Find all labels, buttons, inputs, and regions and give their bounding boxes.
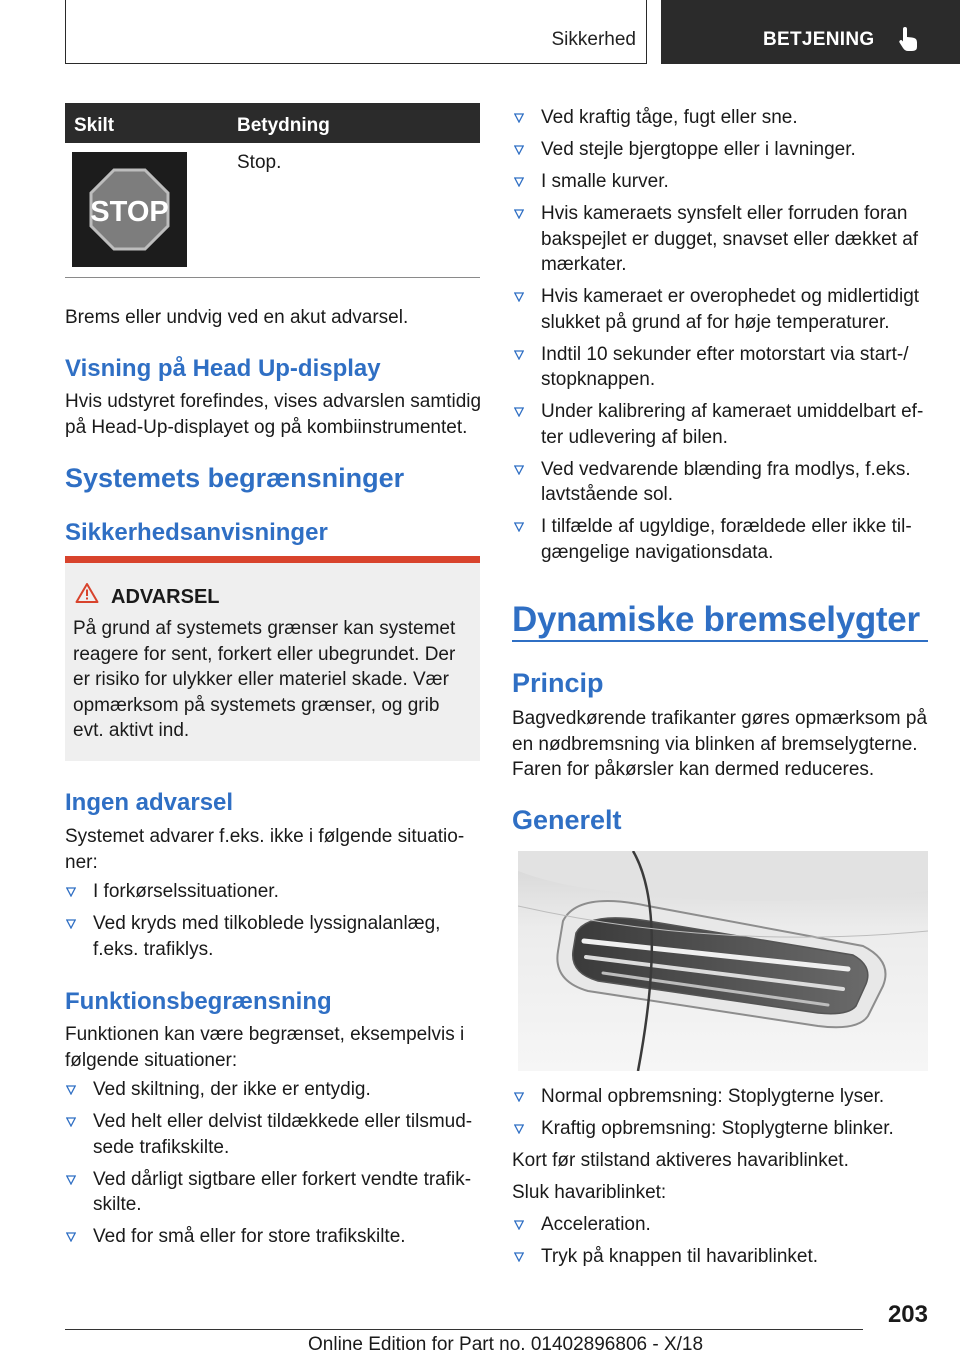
bullet-triangle-icon bbox=[514, 1124, 524, 1134]
bullet-triangle-icon bbox=[66, 919, 76, 929]
list-item bbox=[513, 1084, 931, 1110]
table-cell-meaning: Stop. bbox=[237, 152, 282, 173]
function-heading: Funktionsbegrænsning bbox=[65, 988, 332, 1015]
bullet-triangle-icon bbox=[514, 1252, 524, 1262]
bullet-triangle-icon bbox=[514, 177, 524, 187]
hazard-off-label: Sluk havariblinket: bbox=[512, 1182, 667, 1203]
list-item bbox=[513, 399, 931, 450]
list-item-text: Ved kryds med tilkoblede lyssignalanlæg, f.eks. trafiklys. bbox=[93, 913, 441, 960]
no-warning-heading: Ingen advarsel bbox=[65, 789, 234, 816]
list-item-text: Ved for små eller for store trafikskilte. bbox=[93, 1226, 406, 1247]
brake-behavior-list bbox=[513, 1084, 931, 1148]
list-item-text: I forkørselssituationer. bbox=[93, 881, 279, 902]
list-item bbox=[513, 1116, 931, 1142]
bullet-triangle-icon bbox=[514, 1220, 524, 1230]
bullet-triangle-icon bbox=[514, 465, 524, 475]
no-warning-text: Systemet advarer f.eks. ikke i følgende situatio-ner: bbox=[65, 826, 465, 873]
list-item-text: Tryk på knappen til havariblinket. bbox=[541, 1246, 819, 1267]
list-item-text: I tilfælde af ugyldige, forældede eller ikke til-gængelige navigationsdata. bbox=[541, 516, 912, 563]
bullet-triangle-icon bbox=[514, 145, 524, 155]
safety-heading: Sikkerhedsanvisninger bbox=[65, 519, 328, 546]
hazard-before-text: Kort før stilstand aktiveres havariblinket. bbox=[512, 1150, 849, 1171]
stop-sign-icon bbox=[72, 152, 187, 267]
stop-sign-text: STOP bbox=[90, 196, 169, 228]
tail-light-illustration bbox=[518, 851, 928, 1071]
hud-heading: Visning på Head Up-display bbox=[65, 355, 381, 382]
list-item-text: Normal opbremsning: Stoplygterne lyser. bbox=[541, 1086, 885, 1107]
list-item-text: Under kalibrering af kameraet umiddelbart ef-ter udlevering af bilen. bbox=[541, 401, 924, 448]
table-header-meaning: Betydning bbox=[237, 115, 330, 136]
bullet-triangle-icon bbox=[514, 522, 524, 532]
header-chapter-title: BETJENING bbox=[763, 29, 875, 50]
footer-edition: Online Edition for Part no. 01402896806 - X/18 bbox=[308, 1334, 704, 1355]
table-header-sign: Skilt bbox=[74, 115, 115, 136]
list-item-text: Ved stejle bjergtoppe eller i lavninger. bbox=[541, 139, 856, 160]
list-item bbox=[65, 1077, 480, 1103]
list-item bbox=[513, 169, 931, 195]
list-item-text: Ved skiltning, der ikke er entydig. bbox=[93, 1079, 371, 1100]
page-number: 203 bbox=[887, 1301, 928, 1328]
bullet-triangle-icon bbox=[514, 407, 524, 417]
bullet-triangle-icon bbox=[514, 1092, 524, 1102]
function-text: Funktionen kan være begrænset, eksempelvis i følgende situationer: bbox=[65, 1024, 465, 1071]
list-item-text: Indtil 10 sekunder efter motorstart via start-/ stopknappen. bbox=[541, 343, 909, 390]
list-item bbox=[65, 879, 480, 905]
dynamic-brake-lights-heading: Dynamiske bremselygter bbox=[512, 600, 920, 639]
stop-sign-image bbox=[72, 152, 187, 267]
general-heading: Generelt bbox=[512, 805, 622, 835]
list-item bbox=[513, 514, 931, 565]
limits-heading: Systemets begrænsninger bbox=[65, 463, 405, 493]
list-item bbox=[513, 1244, 931, 1270]
hud-text: Hvis udstyret forefindes, vises advarslen samtidig på Head-Up-displayet og på kombiinstrumentet. bbox=[65, 391, 482, 438]
list-item-text: Ved helt eller delvist tildækkede eller tilsmud-sede trafikskilte. bbox=[93, 1111, 473, 1158]
list-item bbox=[513, 105, 931, 131]
list-item bbox=[513, 284, 931, 335]
list-item bbox=[513, 1212, 931, 1238]
list-item bbox=[65, 1167, 480, 1218]
warning-box bbox=[65, 556, 480, 761]
tail-light-image bbox=[518, 851, 928, 1071]
hazard-off-list bbox=[513, 1212, 931, 1276]
bullet-triangle-icon bbox=[514, 350, 524, 360]
header-section-title: Sikkerhed bbox=[551, 29, 636, 50]
header-section-box bbox=[65, 0, 647, 64]
list-item-text: Kraftig opbremsning: Stoplygterne blinker. bbox=[541, 1118, 894, 1139]
warning-triangle-icon bbox=[75, 582, 99, 604]
list-item bbox=[65, 1224, 480, 1250]
bullet-triangle-icon bbox=[66, 1117, 76, 1127]
list-item-text: Ved vedvarende blænding fra modlys, f.eks. lavtstående sol. bbox=[541, 458, 911, 505]
pointing-hand-icon bbox=[898, 26, 920, 52]
warning-text: På grund af systemets grænser kan systemet reagere for sent, forkert eller ubegrundet. Der er risiko for ulykker eller materiel skade. Vær opmærksom på systemets grænser, og grib evt. aktivt ind. bbox=[73, 618, 456, 741]
bullet-triangle-icon bbox=[66, 1175, 76, 1185]
continued-list bbox=[513, 105, 931, 572]
table-header bbox=[65, 103, 480, 143]
list-item-text: I smalle kurver. bbox=[541, 171, 669, 192]
header-chapter-tab bbox=[661, 0, 960, 64]
heading-rule bbox=[512, 640, 928, 642]
bullet-triangle-icon bbox=[514, 113, 524, 123]
list-item bbox=[65, 1109, 480, 1160]
function-list bbox=[65, 1077, 480, 1256]
list-item bbox=[65, 911, 480, 962]
intro-text: Brems eller undvig ved en akut advarsel. bbox=[65, 307, 409, 328]
table-bottom-rule bbox=[65, 277, 480, 278]
list-item-text: Hvis kameraets synsfelt eller forruden foran bakspejlet er dugget, snavset eller dækket af mærkater. bbox=[541, 203, 919, 275]
list-item bbox=[513, 137, 931, 163]
bullet-triangle-icon bbox=[66, 1232, 76, 1242]
list-item bbox=[513, 457, 931, 508]
principle-heading: Princip bbox=[512, 668, 604, 698]
warning-title: ADVARSEL bbox=[111, 586, 220, 608]
bullet-triangle-icon bbox=[66, 887, 76, 897]
list-item-text: Acceleration. bbox=[541, 1214, 651, 1235]
principle-text: Bagvedkørende trafikanter gøres opmærksom på en nødbremsning via blinken af bremselygterne. Faren for påkørsler kan dermed reduceres. bbox=[512, 708, 928, 780]
list-item-text: Hvis kameraet er overophedet og midlertidigt slukket på grund af for høje temperaturer. bbox=[541, 286, 920, 333]
list-item bbox=[513, 342, 931, 393]
bullet-triangle-icon bbox=[514, 292, 524, 302]
bullet-triangle-icon bbox=[66, 1085, 76, 1095]
footer-rule bbox=[65, 1329, 863, 1330]
list-item-text: Ved dårligt sigtbare eller forkert vendte trafik-skilte. bbox=[93, 1168, 472, 1215]
list-item-text: Ved kraftig tåge, fugt eller sne. bbox=[541, 107, 798, 128]
bullet-triangle-icon bbox=[514, 209, 524, 219]
warning-accent-bar bbox=[65, 556, 480, 563]
list-item bbox=[513, 201, 931, 278]
no-warning-list bbox=[65, 879, 480, 969]
